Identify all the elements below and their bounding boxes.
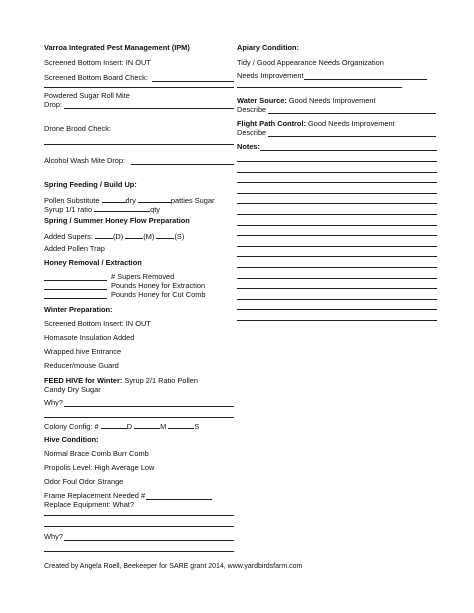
supers-removed-field[interactable] <box>44 280 107 281</box>
syrup-row <box>44 204 160 214</box>
notes-ruled-line[interactable] <box>237 182 437 183</box>
notes-ruled-line[interactable] <box>237 288 437 289</box>
colony-config-row <box>44 421 199 431</box>
frame-replacement-field[interactable] <box>146 499 212 500</box>
notes-ruled-line[interactable] <box>237 309 437 310</box>
describe-field-1[interactable] <box>268 113 436 114</box>
notes-line[interactable] <box>260 150 437 151</box>
notes-ruled-line[interactable] <box>237 203 437 204</box>
powdered-sugar-field[interactable] <box>64 108 234 109</box>
why-field-1[interactable] <box>64 406 234 407</box>
notes-ruled-line[interactable] <box>237 193 437 194</box>
feed-hive-heading: FEED HIVE for Winter: <box>44 376 123 385</box>
notes-ruled-line[interactable] <box>237 320 437 321</box>
water-source-heading: Water Source: <box>237 96 287 105</box>
colony-s-label: S <box>194 422 200 431</box>
frame-replacement-label: Frame Replacement Needed # <box>44 491 146 500</box>
patties-sugar-label: patties Sugar <box>170 196 215 205</box>
replace-equipment-field-1[interactable] <box>44 515 234 516</box>
notes-ruled-line[interactable] <box>237 278 437 279</box>
notes-ruled-line[interactable] <box>237 172 437 173</box>
odor-options: Odor Foul Odor Strange <box>44 477 124 486</box>
flight-path-row <box>237 119 395 128</box>
added-supers-row <box>44 231 184 241</box>
why-label-1: Why? <box>44 398 63 407</box>
why-field-1b[interactable] <box>44 417 234 418</box>
ipm-heading: Varroa Integrated Pest Management (IPM) <box>44 43 190 52</box>
wrapped-entrance-label: Wrapped hive Entrance <box>44 347 122 356</box>
candy-options: Candy Dry Sugar <box>44 385 101 394</box>
notes-ruled-line[interactable] <box>237 256 437 257</box>
winter-prep-heading: Winter Preparation: <box>44 305 113 314</box>
syrup-qty-field[interactable] <box>94 204 150 212</box>
notes-ruled-line[interactable] <box>237 299 437 300</box>
spring-feeding-heading: Spring Feeding / Build Up: <box>44 180 137 189</box>
propolis-options: Propolis Level: High Average Low <box>44 463 155 472</box>
needs-improvement-field-2[interactable] <box>237 87 402 88</box>
supers-s-field[interactable] <box>156 231 174 239</box>
replace-equipment-field-2[interactable] <box>44 526 234 527</box>
drone-brood-field[interactable] <box>44 144 234 145</box>
notes-ruled-line[interactable] <box>237 214 437 215</box>
honey-removal-heading: Honey Removal / Extraction <box>44 258 142 267</box>
pounds-cut-comb-label: Pounds Honey for Cut Comb <box>111 290 206 299</box>
water-source-row <box>237 96 376 105</box>
tidy-options: Tidy / Good Appearance Needs Organization <box>237 58 384 67</box>
notes-ruled-line[interactable] <box>237 267 437 268</box>
dry-label: dry <box>125 196 136 205</box>
supers-d-field[interactable] <box>95 231 113 239</box>
supers-m-label: (M) <box>143 232 155 241</box>
colony-d-field[interactable] <box>101 421 127 429</box>
supers-removed-label: # Supers Removed <box>111 272 175 281</box>
why-field-2[interactable] <box>64 540 234 541</box>
winter-screened-label: Screened Bottom Insert: IN OUT <box>44 319 151 328</box>
colony-m-label: M <box>160 422 167 431</box>
syrup-ratio-label: Syrup 1/1 ratio <box>44 205 93 214</box>
replace-equipment-label: Replace Equipment: What? <box>44 500 134 509</box>
apiary-condition-heading: Apiary Condition: <box>237 43 299 52</box>
feed-hive-row <box>44 376 198 385</box>
flight-path-options: Good Needs Improvement <box>305 119 395 128</box>
colony-s-field[interactable] <box>168 421 194 429</box>
describe-label-2: Describe <box>237 128 267 137</box>
drone-brood-label: Drone Brood Check: <box>44 124 111 133</box>
why-label-2: Why? <box>44 532 63 541</box>
supers-m-field[interactable] <box>125 231 143 239</box>
notes-ruled-line[interactable] <box>237 225 437 226</box>
notes-ruled-line[interactable] <box>237 246 437 247</box>
pollen-dry-field[interactable] <box>102 195 126 203</box>
hive-condition-heading: Hive Condition: <box>44 435 99 444</box>
pounds-cut-comb-field[interactable] <box>44 298 107 299</box>
reducer-label: Reducer/mouse Guard <box>44 361 119 370</box>
notes-ruled-line[interactable] <box>237 235 437 236</box>
why-field-2b[interactable] <box>44 551 234 552</box>
alcohol-wash-label: Alcohol Wash Mite Drop: <box>44 156 126 165</box>
screened-insert-label: Screened Bottom Insert: IN OUT <box>44 58 151 67</box>
powdered-sugar-label: Powdered Sugar Roll Mite <box>44 91 130 100</box>
qty-label: qty <box>150 205 160 214</box>
supers-d-label: (D) <box>112 232 124 241</box>
notes-heading: Notes: <box>237 142 260 151</box>
powdered-sugar-drop-label: Drop: <box>44 100 63 109</box>
notes-ruled-line[interactable] <box>237 161 437 162</box>
divider-line <box>44 87 234 88</box>
needs-improvement-field[interactable] <box>304 79 427 80</box>
homasote-label: Homasote Insulation Added <box>44 333 135 342</box>
footer-credit: Created by Angela Roell, Beekeeper for SARE grant 2014, www.yardbirdsfarm.com <box>44 563 303 570</box>
feed-hive-options: Syrup 2/1 Ratio Pollen <box>122 376 198 385</box>
screened-board-check-field[interactable] <box>152 81 234 82</box>
added-pollen-trap-label: Added Pollen Trap <box>44 244 105 253</box>
pounds-extraction-field[interactable] <box>44 289 107 290</box>
supers-s-label: (S) <box>174 232 185 241</box>
describe-field-2[interactable] <box>268 136 436 137</box>
pollen-patties-field[interactable] <box>138 195 171 203</box>
colony-m-field[interactable] <box>134 421 160 429</box>
describe-label-1: Describe <box>237 105 267 114</box>
water-source-options: Good Needs Improvement <box>286 96 376 105</box>
screened-board-check-label: Screened Bottom Board Check: <box>44 73 148 82</box>
added-supers-label: Added Supers: <box>44 232 93 241</box>
comb-options: Normal Brace Comb Burr Comb <box>44 449 149 458</box>
pounds-extraction-label: Pounds Honey for Extraction <box>111 281 206 290</box>
colony-config-label: Colony Config: # <box>44 422 99 431</box>
colony-d-label: D <box>126 422 133 431</box>
pollen-substitute-label: Pollen Substitute <box>44 196 100 205</box>
honey-flow-heading: Spring / Summer Honey Flow Preparation <box>44 216 190 225</box>
needs-improvement-label: Needs Improvement <box>237 71 304 80</box>
flight-path-heading: Flight Path Control: <box>237 119 306 128</box>
alcohol-wash-field[interactable] <box>131 164 234 165</box>
